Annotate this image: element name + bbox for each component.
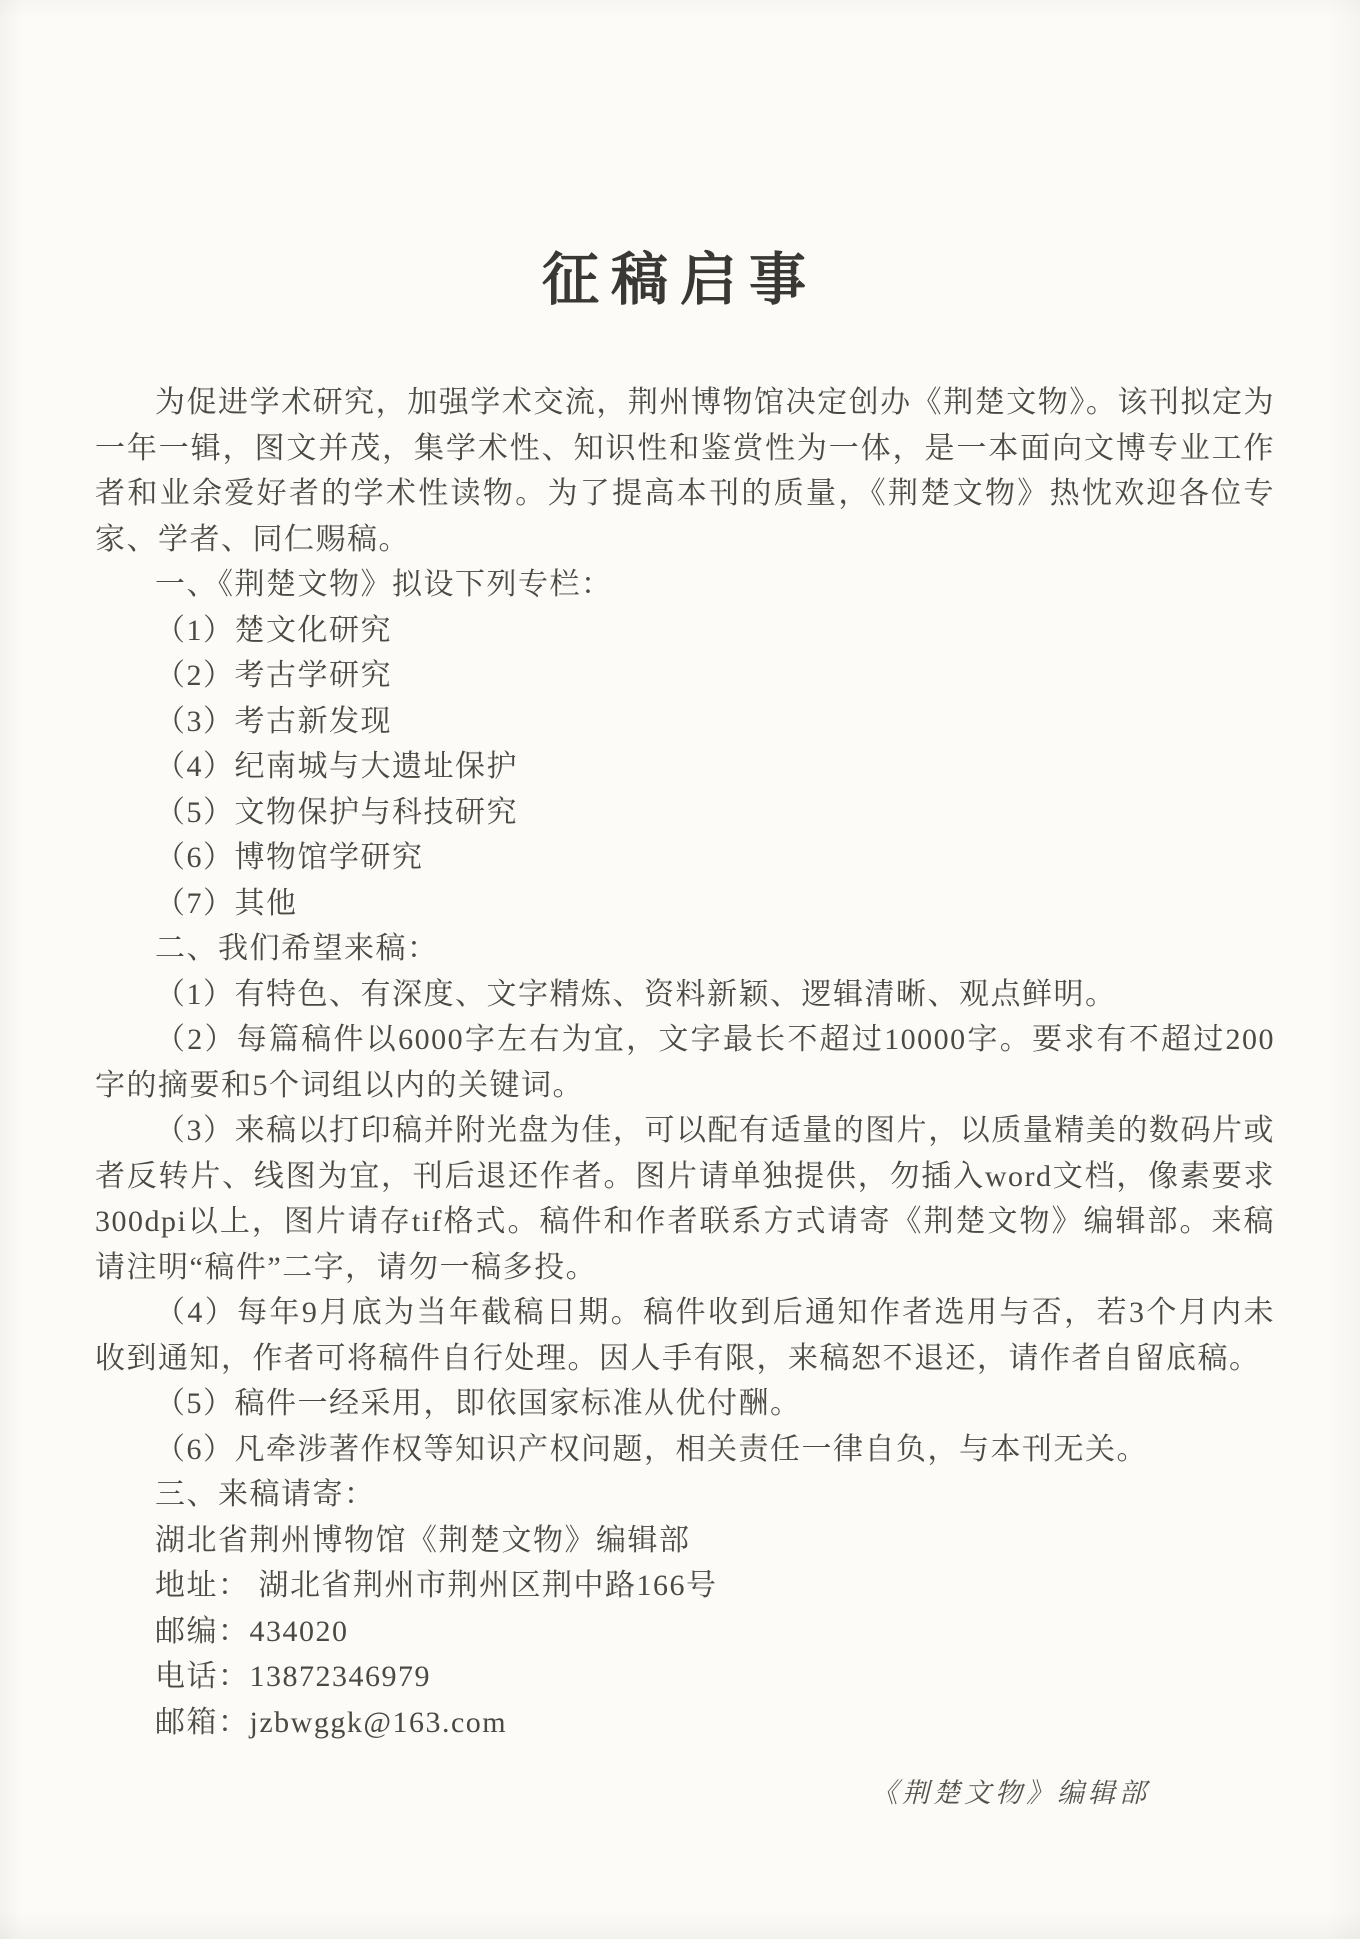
document-body: [95, 380, 1275, 1745]
section-1-item: （7）其他: [155, 886, 298, 920]
section-1-item: （3）考古新发现: [155, 704, 392, 738]
section-1-item: （6）博物馆学研究: [155, 841, 424, 874]
section-2-heading: 二、我们希望来稿：: [155, 932, 439, 965]
section-2-item: （2）每篇稿件以6000字左右为宜，文字最长不超过10000字。要求有不超过200字的摘要和5个词组以内的关键词。: [95, 1023, 1275, 1102]
contact-line-phone: 电话：13872346979: [155, 1660, 431, 1693]
section-1-item: （2）考古学研究: [155, 659, 392, 692]
section-3-heading: 三、来稿请寄：: [155, 1478, 376, 1511]
section-2-item: （3）来稿以打印稿并附光盘为佳，可以配有适量的图片，以质量精美的数码片或者反转片、线图为宜，刊后退还作者。图片请单独提供，勿插入word文档，像素要求300dpi以上，图片请存tif格式。稿件和作者联系方式请寄《荆楚文物》编辑部。来稿请注明“稿件”二字，请勿一稿多投。: [95, 1114, 1275, 1284]
contact-line-email: 邮箱：jzbwggk@163.com: [155, 1705, 508, 1739]
section-1-item: （5）文物保护与科技研究: [155, 795, 518, 829]
contact-line-address: 地址： 湖北省荆州市荆州区荆中路166号: [155, 1569, 718, 1602]
section-1-heading: 一、《荆楚文物》拟设下列专栏：: [155, 568, 613, 601]
signature-text: 《荆楚文物》编辑部: [871, 1778, 1150, 1809]
intro-paragraph: 为促进学术研究，加强学术交流，荆州博物馆决定创办《荆楚文物》。该刊拟定为一年一辑，图文并茂，集学术性、知识性和鉴赏性为一体，是一本面向文博专业工作者和业余爱好者的学术性读物。为了提高本刊的质量，《荆楚文物》热忱欢迎各位专家、学者、同仁赐稿。: [95, 386, 1275, 556]
section-2-item: （5）稿件一经采用，即依国家标准从优付酬。: [155, 1387, 802, 1420]
section-2-item: （4）每年9月底为当年截稿日期。稿件收到后通知作者选用与否，若3个月内未收到通知，作者可将稿件自行处理。因人手有限，来稿恕不退还，请作者自留底稿。: [95, 1296, 1275, 1375]
contact-line-editorial-office: 湖北省荆州博物馆《荆楚文物》编辑部: [155, 1523, 691, 1557]
section-1-item: （4）纪南城与大遗址保护: [155, 750, 518, 783]
page-title: 征稿启事: [542, 249, 818, 312]
contact-line-postcode: 邮编：434020: [155, 1614, 349, 1648]
section-2-item: （1）有特色、有深度、文字精炼、资料新颖、逻辑清晰、观点鲜明。: [155, 977, 1117, 1011]
section-1-item: （1）楚文化研究: [155, 613, 392, 647]
section-2-item: （6）凡牵涉著作权等知识产权问题，相关责任一律自负，与本刊无关。: [155, 1432, 1148, 1466]
